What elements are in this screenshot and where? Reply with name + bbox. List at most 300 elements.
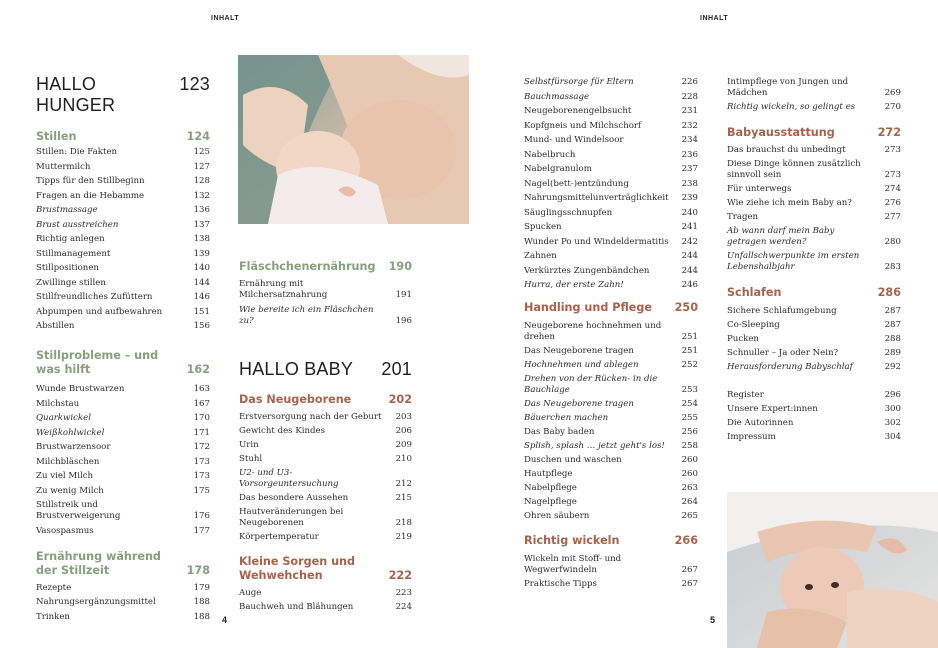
toc-entry: [727, 198, 901, 209]
toc-entry-title: Das Baby baden: [524, 427, 595, 437]
toc-entry-title: Stillpositionen: [36, 263, 99, 273]
toc-entry-title: Ohren säubern: [524, 511, 590, 521]
toc-entry: [524, 427, 698, 438]
toc-entry: [524, 483, 698, 494]
toc-entry: [524, 497, 698, 508]
toc-entry: [524, 237, 698, 248]
toc-entry-title: Register: [727, 390, 764, 400]
toc-entry: [239, 468, 412, 490]
toc-entry: [239, 532, 412, 543]
toc-entry: [727, 212, 901, 223]
toc-entry-page: 139: [193, 248, 210, 259]
toc-entry: [36, 191, 210, 202]
toc-entry-title: Nagelpflege: [524, 497, 577, 507]
toc-entry-page: 212: [395, 478, 412, 489]
toc-entry-page: 125: [193, 147, 210, 157]
toc-column-2: [239, 260, 412, 613]
toc-entry-title: Schnuller – Ja oder Nein?: [727, 348, 839, 358]
toc-entry: [524, 579, 698, 590]
toc-entry: [239, 412, 412, 423]
toc-list-sorgen-continued: [524, 77, 698, 291]
toc-entry-title: Muttermilch: [36, 161, 91, 172]
toc-entry-title: Rezepte: [36, 582, 72, 593]
toc-entry-title: Das Neugeborene tragen: [524, 346, 634, 356]
section-page: 272: [877, 126, 901, 139]
toc-entry-title: Brustwarzensoor: [36, 442, 111, 452]
toc-entry-page: 224: [395, 601, 412, 612]
toc-entry-page: 228: [681, 91, 698, 102]
toc-entry-title: Bauchweh und Blähungen: [239, 601, 354, 612]
toc-entry: [727, 159, 901, 181]
toc-entry-title: Brust ausstreichen: [36, 219, 119, 230]
section-title: Richtig wickeln: [524, 534, 620, 547]
toc-entry-title: Körpertemperatur: [239, 531, 319, 542]
toc-entry: [727, 102, 901, 113]
toc-entry-title: Auge: [239, 587, 262, 598]
toc-entry-page: 232: [681, 120, 698, 131]
toc-list-sorgen: [239, 588, 412, 613]
section-title: Handling und Pflege: [524, 301, 652, 314]
toc-entry-title: Stillen: Die Fakten: [36, 147, 118, 157]
toc-entry-page: 163: [193, 384, 210, 394]
section-title: Schlafen: [727, 286, 782, 299]
toc-entry-page: 273: [884, 145, 901, 155]
toc-entry: [727, 404, 901, 415]
toc-entry: [524, 346, 698, 357]
toc-entry-title: Milchbläschen: [36, 456, 100, 467]
toc-entry: [727, 306, 901, 317]
chapter-page: 123: [179, 74, 210, 94]
toc-entry-page: 256: [681, 427, 698, 437]
toc-list-neugeborene: [239, 412, 412, 543]
toc-entry-page: 234: [681, 135, 698, 145]
toc-entry-page: 203: [395, 411, 412, 422]
toc-entry-title: Die Autorinnen: [727, 418, 794, 428]
toc-entry: [524, 511, 698, 522]
toc-entry-title: Nabelpflege: [524, 483, 577, 493]
toc-entry-page: 255: [681, 413, 698, 423]
toc-entry: [36, 220, 210, 231]
toc-entry-page: 263: [681, 483, 698, 493]
toc-entry-title: Zahnen: [524, 251, 557, 261]
toc-entry: [727, 348, 901, 359]
toc-entry: [727, 390, 901, 401]
toc-entry-page: 231: [681, 106, 698, 116]
toc-entry-title: Impressum: [727, 432, 776, 442]
section-heading-schlafen: [727, 286, 901, 300]
toc-entry-title: Sichere Schlafumgebung: [727, 306, 837, 316]
toc-entry: [524, 208, 698, 219]
toc-entry-title: Splish, splash … jetzt geht's los!: [524, 441, 665, 451]
toc-entry-page: 242: [681, 236, 698, 247]
toc-entry: [36, 205, 210, 216]
toc-entry-page: 167: [193, 398, 210, 409]
chapter-heading-hallo-hunger: [36, 74, 210, 116]
toc-entry-page: 151: [193, 306, 210, 317]
toc-entry-title: Herausforderung Babyschlaf: [727, 362, 853, 372]
toc-entry: [36, 399, 210, 410]
toc-entry-title: Pucken: [727, 334, 759, 344]
section-page: 286: [877, 286, 901, 299]
toc-entry: [727, 320, 901, 331]
toc-entry-page: 238: [681, 178, 698, 189]
section-heading-stillprobleme: [36, 349, 210, 377]
toc-entry-title: Hautpflege: [524, 469, 573, 479]
toc-entry: [239, 493, 412, 504]
toc-entry: [524, 222, 698, 233]
section-title: Babyausstattung: [727, 126, 835, 139]
toc-entry-title: Tragen: [727, 212, 759, 222]
toc-entry-page: 260: [681, 455, 698, 465]
toc-entry-page: 156: [193, 321, 210, 331]
toc-entry-page: 188: [193, 611, 210, 622]
toc-entry-page: 176: [193, 511, 210, 521]
toc-entry-title: Wickeln mit Stoff- und Wegwerfwindeln: [524, 554, 622, 575]
section-page: 202: [388, 392, 412, 406]
toc-entry-page: 246: [681, 280, 698, 290]
toc-entry-page: 173: [193, 471, 210, 481]
toc-entry-page: 254: [681, 399, 698, 409]
section-title: Ernährung während der Stillzeit: [36, 549, 161, 577]
toc-entry-title: Mund- und Windelsoor: [524, 135, 624, 145]
toc-entry-title: Abpumpen und aufbewahren: [36, 306, 163, 317]
toc-entry: [524, 554, 698, 576]
chapter-title: HALLO HUNGER: [36, 74, 116, 115]
section-title: Kleine Sorgen und Wehwehchen: [239, 554, 356, 582]
toc-entry-page: 283: [884, 262, 901, 272]
toc-entry: [36, 442, 210, 453]
toc-entry-page: 280: [884, 237, 901, 247]
toc-entry: [524, 280, 698, 291]
toc-entry-page: 270: [884, 102, 901, 112]
toc-entry: [36, 234, 210, 245]
section-page: 222: [388, 568, 412, 582]
toc-entry: [524, 106, 698, 117]
running-header-left: INHALT: [211, 15, 240, 22]
toc-entry-title: Spucken: [524, 222, 562, 232]
toc-entry-title: Praktische Tipps: [524, 579, 597, 589]
toc-column-4: [727, 77, 901, 443]
toc-entry-page: 241: [681, 222, 698, 232]
toc-entry-title: Drehen von der Rücken- in die Bauchlage: [524, 374, 658, 395]
toc-entry-title: Duschen und waschen: [524, 455, 622, 465]
toc-list-flaeschchen: [239, 279, 412, 327]
toc-entry: [524, 360, 698, 371]
toc-entry: [727, 432, 901, 443]
toc-entry-title: Weißkohlwickel: [36, 427, 105, 438]
toc-entry-page: 276: [884, 198, 901, 208]
toc-entry: [524, 179, 698, 190]
toc-entry-page: 132: [193, 190, 210, 201]
toc-entry-page: 219: [395, 531, 412, 542]
toc-entry: [524, 193, 698, 204]
toc-entry: [524, 266, 698, 277]
toc-entry-title: Brustmassage: [36, 205, 98, 215]
toc-entry: [239, 305, 412, 327]
toc-entry-title: Säuglingsschnupfen: [524, 207, 613, 218]
toc-entry-title: Stuhl: [239, 453, 263, 464]
toc-entry: [524, 321, 698, 343]
section-page: 124: [186, 130, 210, 143]
toc-entry-title: Neugeborene hochnehmen und drehen: [524, 321, 662, 342]
toc-entry: [727, 251, 901, 273]
toc-entry-title: Nahrungsmittelunverträglichkeit: [524, 193, 669, 203]
toc-entry-title: Richtig anlegen: [36, 234, 105, 244]
toc-entry: [239, 440, 412, 451]
toc-entry: [727, 362, 901, 373]
toc-entry: [524, 150, 698, 161]
toc-entry-title: Das brauchst du unbedingt: [727, 145, 846, 155]
toc-entry-page: 273: [884, 170, 901, 180]
toc-entry-page: 138: [193, 234, 210, 244]
toc-entry: [727, 184, 901, 195]
toc-entry-page: 253: [681, 385, 698, 395]
toc-list-stillprobleme: [36, 384, 210, 537]
toc-entry-page: 267: [681, 579, 698, 589]
toc-entry-page: 292: [884, 362, 901, 372]
toc-entry: [727, 226, 901, 248]
chapter-title: HALLO BABY: [239, 358, 354, 379]
toc-entry-title: Selbstfürsorge für Eltern: [524, 77, 634, 87]
toc-entry-page: 175: [193, 485, 210, 496]
toc-entry-page: 258: [681, 441, 698, 451]
toc-entry-page: 239: [681, 193, 698, 203]
toc-entry-page: 269: [884, 88, 901, 98]
toc-entry: [524, 164, 698, 175]
toc-entry-title: Urin: [239, 439, 259, 450]
toc-entry-page: 300: [884, 404, 901, 414]
toc-entry: [36, 457, 210, 468]
section-heading-handling: [524, 301, 698, 315]
toc-entry-title: Nabelgranulom: [524, 164, 592, 174]
toc-entry-page: 171: [193, 427, 210, 438]
toc-entry: [239, 602, 412, 613]
toc-list-wickeln: [524, 554, 698, 590]
toc-entry: [524, 469, 698, 480]
toc-entry: [36, 471, 210, 482]
breastfeeding-photo: [238, 55, 469, 224]
toc-entry: [524, 399, 698, 410]
toc-entry: [727, 77, 901, 99]
toc-entry: [524, 455, 698, 466]
toc-entry: [36, 162, 210, 173]
toc-entry: [36, 292, 210, 303]
toc-entry-page: 218: [395, 517, 412, 528]
toc-entry: [524, 251, 698, 262]
section-title: Das Neugeborene: [239, 392, 352, 406]
toc-entry-page: 244: [681, 251, 698, 261]
toc-entry: [524, 77, 698, 88]
toc-entry-page: 188: [193, 597, 210, 607]
toc-entry-title: Stillfreundliches Zufüttern: [36, 292, 153, 302]
toc-entry-page: 296: [884, 390, 901, 400]
toc-list-wickeln-continued: [727, 77, 901, 113]
toc-entry-title: Wie ziehe ich mein Baby an?: [727, 198, 852, 208]
toc-entry-page: 240: [681, 207, 698, 218]
toc-entry-page: 287: [884, 306, 901, 316]
toc-list-stillen: [36, 147, 210, 332]
toc-entry-page: 127: [193, 161, 210, 172]
toc-entry-title: Intimpflege von Jungen und Mädchen: [727, 77, 849, 98]
toc-entry-title: Ernährung mit Milchersatznahrung: [239, 279, 328, 300]
toc-column-1: [36, 74, 210, 623]
toc-entry-page: 173: [193, 456, 210, 467]
toc-entry: [239, 507, 412, 529]
toc-entry-title: Zu viel Milch: [36, 471, 94, 481]
toc-entry: [36, 526, 210, 537]
section-heading-flaeschchen: [239, 260, 412, 274]
toc-entry-title: Co-Sleeping: [727, 320, 780, 330]
toc-entry-page: 252: [681, 360, 698, 370]
toc-entry: [36, 413, 210, 424]
toc-entry-page: 260: [681, 469, 698, 479]
toc-entry-page: 244: [681, 265, 698, 276]
toc-entry: [239, 426, 412, 437]
toc-entry-title: Diese Dinge können zusätzlich sinnvoll sein: [727, 159, 861, 180]
toc-entry: [239, 454, 412, 465]
toc-list-anhang: [727, 390, 901, 443]
toc-entry: [36, 321, 210, 332]
toc-entry-page: 172: [193, 442, 210, 452]
toc-entry: [36, 486, 210, 497]
baby-bath-photo: [727, 492, 938, 648]
toc-entry-title: Unfallschwerpunkte im ersten Lebenshalbjahr: [727, 251, 860, 272]
toc-entry-page: 274: [884, 184, 901, 194]
section-heading-ausstattung: [727, 126, 901, 140]
section-heading-stillen: [36, 130, 210, 144]
toc-entry-page: 289: [884, 348, 901, 358]
toc-entry: [727, 418, 901, 429]
chapter-heading-hallo-baby: [239, 359, 412, 380]
toc-entry-title: Tipps für den Stillbeginn: [36, 176, 145, 186]
toc-entry: [36, 249, 210, 260]
toc-entry-title: Bäuerchen machen: [524, 413, 609, 423]
section-page: 162: [186, 363, 210, 376]
toc-entry-page: 251: [681, 346, 698, 356]
toc-entry-title: Nabelbruch: [524, 149, 576, 160]
toc-entry: [36, 597, 210, 608]
toc-entry-title: Hochnehmen und ablegen: [524, 360, 639, 370]
toc-entry-title: Abstillen: [36, 321, 75, 331]
toc-entry-title: Unsere Expert:innen: [727, 404, 818, 414]
toc-entry: [36, 384, 210, 395]
toc-entry-page: 146: [193, 292, 210, 302]
section-page: 250: [674, 301, 698, 314]
toc-entry: [36, 176, 210, 187]
toc-list-schlafen: [727, 306, 901, 373]
toc-entry-page: 264: [681, 497, 698, 507]
section-page: 178: [186, 563, 210, 577]
toc-entry: [524, 374, 698, 396]
toc-entry-title: Quarkwickel: [36, 413, 91, 423]
toc-entry-page: 287: [884, 320, 901, 330]
toc-entry: [524, 135, 698, 146]
toc-entry: [524, 92, 698, 103]
toc-entry: [36, 500, 210, 522]
running-header-right: INHALT: [700, 15, 729, 22]
toc-entry-page: 209: [395, 439, 412, 450]
toc-entry-title: Trinken: [36, 611, 70, 622]
toc-entry-title: Wunder Po und Windeldermatitis: [524, 236, 669, 247]
toc-entry-title: Stillmanagement: [36, 248, 111, 259]
toc-entry-title: Hurra, der erste Zahn!: [524, 280, 624, 290]
section-title: Stillen: [36, 130, 77, 143]
toc-entry-page: 179: [193, 582, 210, 593]
section-page: 190: [388, 260, 412, 273]
toc-entry-title: Kopfgneis und Milchschorf: [524, 120, 642, 131]
toc-entry-title: Stillstreik und Brustverweigerung: [36, 500, 121, 521]
toc-entry-page: 251: [681, 332, 698, 342]
toc-list-handling: [524, 321, 698, 522]
toc-entry-title: Wie bereite ich ein Fläschchen zu?: [239, 304, 374, 326]
toc-list-ernaehrung: [36, 583, 210, 623]
toc-entry-title: Richtig wickeln, so gelingt es: [727, 102, 856, 112]
page-number-left: 4: [222, 615, 228, 625]
toc-column-3: [524, 77, 698, 590]
section-heading-ernaehrung: [36, 550, 210, 578]
toc-entry-title: Das besondere Aussehen: [239, 492, 349, 503]
section-heading-sorgen: [239, 555, 412, 583]
toc-entry-page: 137: [193, 219, 210, 230]
toc-entry-page: 140: [193, 263, 210, 273]
toc-entry-title: Vasospasmus: [36, 525, 94, 536]
toc-entry: [239, 279, 412, 301]
toc-entry-page: 215: [395, 492, 412, 503]
toc-entry: [36, 147, 210, 158]
toc-entry-title: Wunde Brustwarzen: [36, 384, 125, 394]
toc-entry-page: 191: [395, 290, 412, 300]
toc-entry-page: 210: [395, 453, 412, 464]
toc-entry-title: Zu wenig Milch: [36, 485, 104, 496]
toc-entry-title: Das Neugeborene tragen: [524, 399, 634, 409]
section-title: Fläschchenernährung: [239, 260, 376, 273]
toc-entry-title: Gewicht des Kindes: [239, 425, 326, 436]
toc-entry-page: 136: [193, 205, 210, 215]
toc-entry-page: 177: [193, 525, 210, 536]
toc-entry-page: 170: [193, 413, 210, 423]
section-heading-wickeln: [524, 534, 698, 548]
toc-entry: [36, 583, 210, 594]
toc-entry-title: Nahrungsergänzungsmittel: [36, 597, 156, 607]
toc-entry-page: 236: [681, 149, 698, 160]
toc-entry-title: Ab wann darf mein Baby getragen werden?: [727, 226, 835, 247]
toc-list-ausstattung: [727, 145, 901, 273]
toc-entry: [36, 307, 210, 318]
toc-entry-page: 288: [884, 334, 901, 344]
toc-entry-title: Hautveränderungen bei Neugeborenen: [239, 506, 344, 528]
toc-entry-page: 277: [884, 212, 901, 222]
toc-entry-page: 302: [884, 418, 901, 428]
toc-entry-page: 237: [681, 164, 698, 174]
toc-entry: [239, 588, 412, 599]
toc-entry: [36, 263, 210, 274]
toc-entry-title: Erstversorgung nach der Geburt: [239, 411, 382, 422]
toc-entry-title: Für unterwegs: [727, 184, 792, 194]
toc-entry-page: 267: [681, 565, 698, 575]
section-page: 266: [674, 534, 698, 547]
toc-entry: [36, 428, 210, 439]
page-number-right: 5: [710, 615, 716, 625]
toc-entry: [36, 612, 210, 623]
toc-entry: [727, 334, 901, 345]
toc-entry-page: 265: [681, 511, 698, 521]
toc-entry: [727, 145, 901, 156]
toc-entry-title: Milchstau: [36, 398, 80, 409]
toc-entry: [36, 278, 210, 289]
toc-entry-title: Bauchmassage: [524, 91, 590, 102]
toc-entry-title: Neugeborenengelbsucht: [524, 106, 632, 116]
toc-entry: [524, 441, 698, 452]
